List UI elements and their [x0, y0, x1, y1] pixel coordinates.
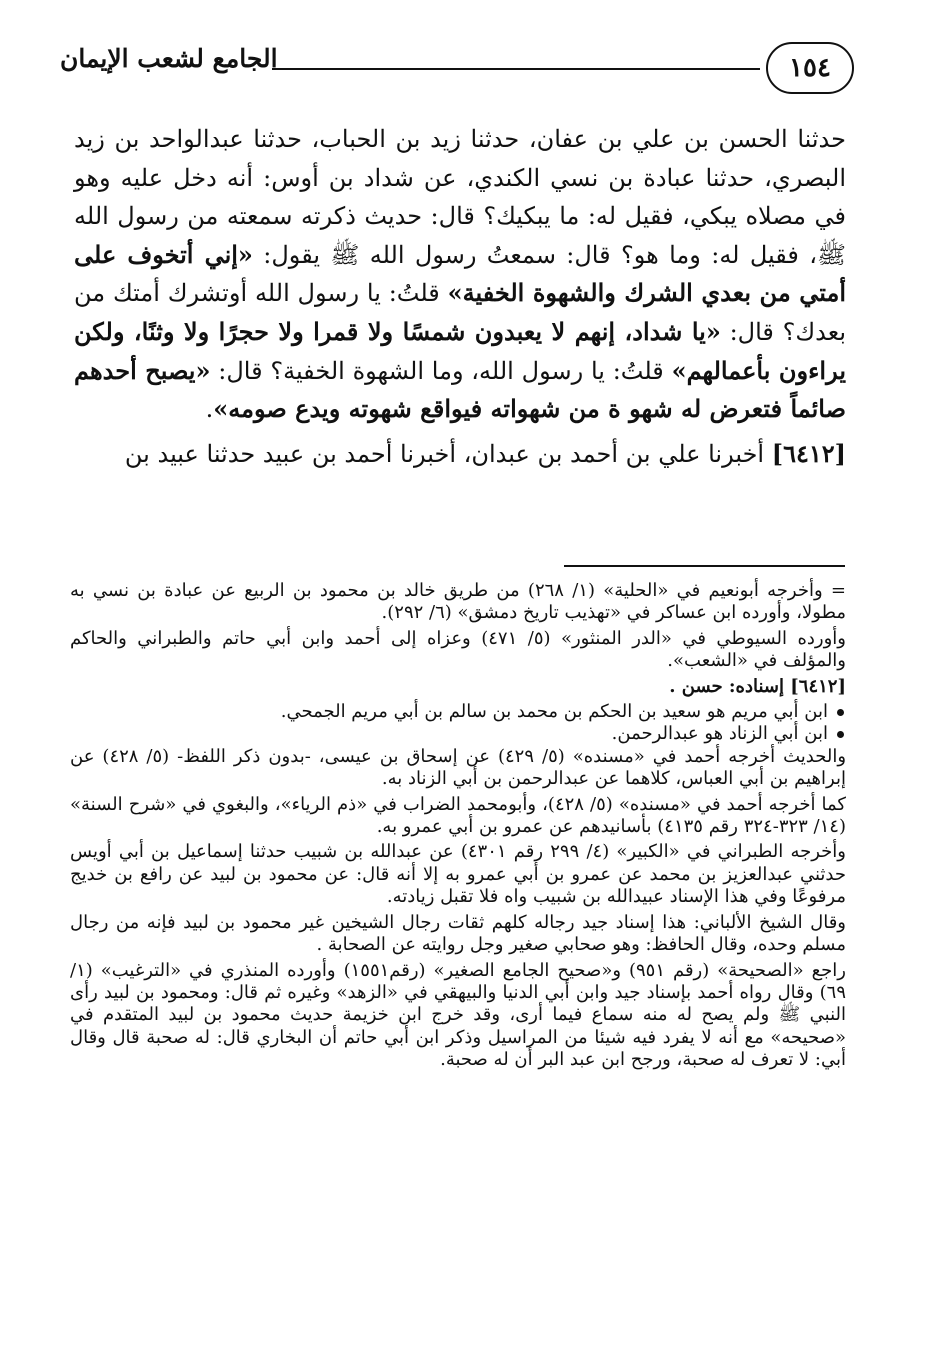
page-number: ١٥٤ [766, 42, 854, 94]
record-text: أخبرنا علي بن أحمد بن عبدان، أخبرنا أحمد بن عبيد حدثنا عبيد بن [124, 439, 772, 468]
footnote-3 [70, 676, 846, 698]
main-text [74, 120, 846, 473]
hadith-end: . [205, 395, 214, 424]
hadith-text-2: قلتُ: يا رسول الله أوتشرك أمتك من بعدك؟ قال: [74, 279, 846, 346]
hadith-paragraph [74, 120, 846, 429]
footnote-4: والحديث أخرجه أحمد في «مسنده» (٥/ ٤٢٩) عن إسحاق بن عيسى، -بدون ذكر اللفظ- (٥/ ٤٢٨) عن إبراهيم بن أبي العباس، كلاهما عن عبدالرحمن بن أبي الزناد به. [70, 745, 847, 790]
header-rule [272, 68, 760, 70]
footnote-bullet-2: ابن أبي الزناد هو عبدالرحمن. [70, 723, 846, 745]
footnote-separator [564, 565, 845, 567]
hadith-quote-3: «يصبح أحدهم صائماً فتعرض له شهو ة من شهواته فيواقع شهوته ويدع صومه» [74, 355, 846, 424]
footnote-8: راجع «الصحيحة» (رقم ٩٥١) و«صحيح الجامع الصغير» (رقم١٥٥١) وأورده المنذري في «الترغيب» (١/ ٦٩) وقال رواه أحمد بإسناد جيد وابن أبي الدنيا والبيهقي في «الزهد» وغيره ثم قال: ومحمود بن لبيد رأى النبي ﷺ ولم يصح له منه سماع فيما أرى، وقد خرج ابن خزيمة حديث محمود بن لبيد المتقدم في «صحيحه» مع أنه لا يفرد فيه شيئا من المراسيل وذكر ابن أبي حاتم أن البخاري قال: له صحبة قال وقال أبي: لا تعرف له صحبة، ورجح ابن عبد البر أن له صحبة. [70, 959, 847, 1071]
footnotes [70, 580, 846, 1075]
hadith-text-1: حدثنا الحسن بن علي بن عفان، حدثنا زيد بن الحباب، حدثنا عبدالواحد بن زيد البصري، حدثنا عبادة بن نسي الكندي، عن شداد بن أوس: أنه دخل عليه وهو في مصلاه يبكي، فقيل له: ما يبكيك؟ قال: حديث ذكرته سمعته من رسول الله ﷺ، فقيل له: وما هو؟ قال: سمعتُ رسول الله ﷺ يقول: [74, 125, 846, 269]
footnote-6: وأخرجه الطبراني في «الكبير» (٤/ ٢٩٩ رقم ٤٣٠١) عن عبدالله بن شبيب حدثنا إسماعيل بن أبي أويس حدثني عبدالعزيز بن محمد عن عمرو بن أبي عمرو به إلا أنه قال: عن محمود بن لبيد عن رافع بن خديج مرفوعًا وفي هذا الإسناد عبيدالله بن شبيب واه فلا تقبل زيادته. [70, 841, 846, 908]
page-header [60, 38, 860, 102]
footnote-7: وقال الشيخ الألباني: هذا إسناد جيد رجاله كلهم ثقات رجال الشيخين غير محمود بن لبيد فإنه من رجال مسلم وحده، وقال الحافظ: وهو صحابي صغير وجل روايته عن الصحابة . [70, 911, 846, 956]
footnote-bullet-1: ابن أبي مريم هو سعيد بن الحكم بن محمد بن سالم بن أبي مريم الجمحي. [70, 701, 846, 723]
book-title: الجامع لشعب الإيمان [60, 44, 278, 73]
record-number: [٦٤١٢] [771, 438, 846, 468]
hadith-text-3: قلتُ: يا رسول الله، وما الشهوة الخفية؟ قال: [210, 356, 672, 385]
footnote-2: وأورده السيوطي في «الدر المنثور» (٥/ ٤٧١) وعزاه إلى أحمد وابن أبي حاتم والطبراني والحاكم والمؤلف في «الشعب». [70, 627, 847, 672]
hadith-quote-1: «إني أتخوف على أمتي من بعدي الشرك والشهوة الخفية» [74, 239, 846, 308]
hadith-quote-2: «يا شداد، إنهم لا يعبدون شمسًا ولا قمرا ولا حجرًا ولا وثنًا، ولكن يراءون بأعمالهم» [74, 316, 847, 385]
footnote-5: كما أخرجه أحمد في «مسنده» (٥/ ٤٢٨)، وأبومحمد الضراب في «ذم الرياء»، والبغوي في «شرح السنة» (١٤/ ٣٢٣-٣٢٤ رقم ٤١٣٥) بأسانيدهم عن عمرو بن أبي عمرو به. [70, 793, 846, 838]
footnote-1: = وأخرجه أبونعيم في «الحلية» (١/ ٢٦٨) من طريق خالد بن محمود بن الربيع عن عبادة بن نسي به مطولا، وأورده ابن عساكر في «تهذيب تاريخ دمشق» (٦/ ٢٩٢). [70, 580, 846, 624]
footnote-record-number: [٦٤١٢] [790, 675, 846, 697]
footnote-grading: إسناده: حسن . [669, 675, 791, 697]
record-paragraph [74, 435, 846, 474]
